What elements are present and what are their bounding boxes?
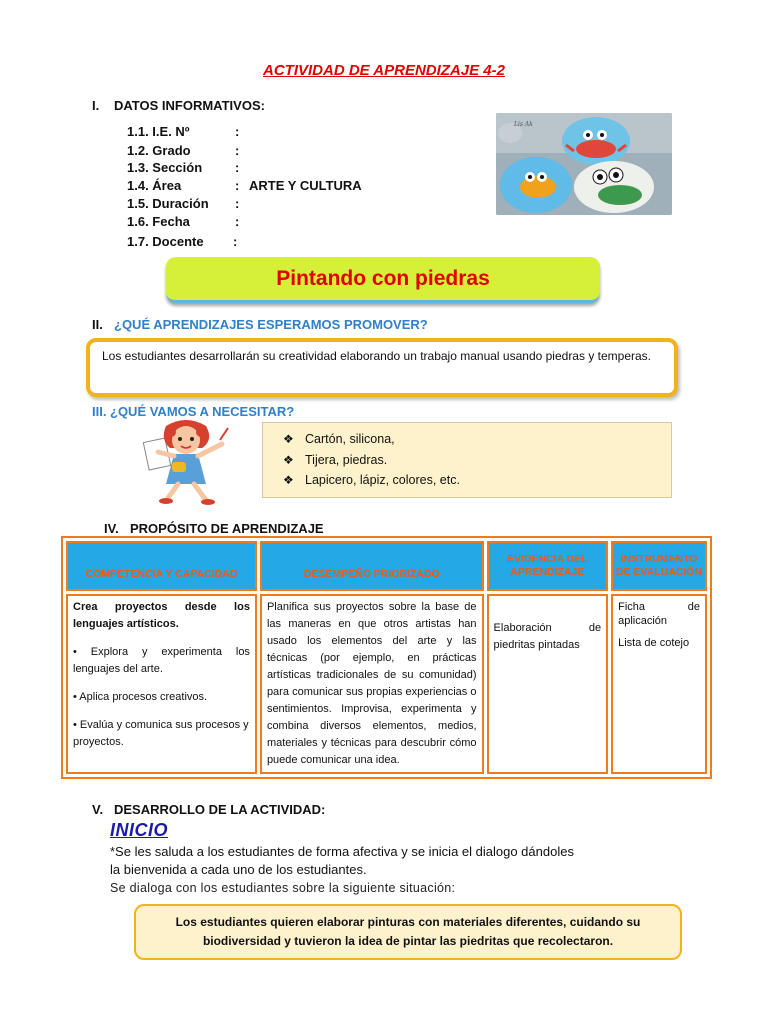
section-number: III.: [92, 404, 107, 419]
competencia-item: • Aplica procesos creativos.: [73, 691, 208, 703]
evidencia-text: Elaboración de piedritas pintadas: [493, 622, 602, 651]
dato-colon: :: [235, 143, 240, 158]
desempeno-cell: Planifica sus proyectos sobre la base de las maneras en que otros artistas han usado los elementos del arte y las técnicas (por ejemplo, en prácticas artísticas tradicionales de su comunidad) para comunicar sus propias experiencias o sentimientos. Improvisa, experimenta y combina diversos elementos, medios, materiales y técnicas para descubrir cómo puede comunicar una idea.: [260, 594, 484, 774]
table-header: DESEMPEÑO PRIORIZADO: [260, 541, 484, 591]
table-header: COMPETENCIA Y CAPACIDAD: [66, 541, 257, 591]
competencia-title: Crea proyectos desde los lenguajes artísticos.: [73, 601, 250, 630]
inicio-paragraph-line: la bienvenida a cada uno de los estudiantes.: [110, 862, 367, 877]
evidencia-cell: [487, 594, 609, 774]
diamond-bullet-icon: ❖: [283, 473, 294, 487]
dato-colon: :: [235, 160, 240, 175]
activity-banner: Pintando con piedras: [166, 257, 600, 303]
section-datos-heading: [92, 98, 265, 113]
list-item: [283, 429, 671, 450]
competencia-cell: [66, 594, 257, 774]
table-header: INSTRUMENTO DE EVALUACIÓN: [611, 541, 707, 591]
situacion-box: [134, 904, 682, 960]
dato-label: 1.3. Sección: [127, 160, 203, 175]
section-desarrollo-heading: [92, 802, 325, 817]
page-title: ACTIVIDAD DE APRENDIZAJE 4-2: [263, 62, 505, 79]
section-label: PROPÓSITO DE APRENDIZAJE: [130, 521, 324, 536]
photo-watermark: Lis Ak: [514, 121, 533, 128]
section-necesitar-heading: [92, 404, 294, 419]
dato-colon: :: [235, 214, 240, 229]
section-label: ¿QUÉ VAMOS A NECESITAR?: [110, 404, 295, 419]
dato-ie: [127, 124, 249, 139]
table-header-row: [66, 541, 707, 591]
aprendizajes-box: Los estudiantes desarrollarán su creatividad elaborando un trabajo manual usando piedras y temperas.: [86, 338, 678, 397]
dato-value: ARTE Y CULTURA: [249, 178, 362, 193]
section-label: DESARROLLO DE LA ACTIVIDAD:: [114, 802, 326, 817]
dato-label: 1.2. Grado: [127, 143, 191, 158]
section-proposito-heading: [104, 521, 324, 536]
list-item: [283, 450, 671, 471]
inicio-heading: INICIO: [110, 820, 169, 840]
section-label: DATOS INFORMATIVOS:: [114, 98, 265, 113]
dato-duracion: [127, 196, 249, 211]
dato-area: [127, 178, 362, 193]
dato-colon: :: [235, 196, 240, 211]
dato-grado: [127, 143, 249, 158]
proposito-table: [61, 536, 712, 779]
section-label: ¿QUÉ APRENDIZAJES ESPERAMOS PROMOVER?: [114, 317, 428, 332]
dato-label: 1.7. Docente: [127, 234, 204, 249]
list-item: [283, 470, 671, 491]
list-item-text: Tijera, piedras.: [305, 452, 388, 467]
table-header: EVIDENCIA DEL APRENDIZAJE: [487, 541, 609, 591]
situacion-line: biodiversidad y tuvieron la idea de pintar las piedritas que recolectaron.: [202, 934, 614, 948]
dato-seccion: [127, 160, 249, 175]
section-number: V.: [92, 802, 104, 817]
competencia-item: • Explora y experimenta los lenguajes del arte.: [73, 646, 250, 675]
dato-label: 1.1. I.E. Nº: [127, 124, 190, 139]
dato-colon: :: [235, 124, 240, 139]
diamond-bullet-icon: ❖: [283, 432, 294, 446]
inicio-paragraph-line: Se dialoga con los estudiantes sobre la siguiente situación:: [110, 881, 456, 895]
dato-fecha: [127, 214, 249, 229]
dato-colon: :: [235, 178, 240, 193]
competencia-item: • Evalúa y comunica sus procesos y proyectos.: [73, 719, 249, 748]
inicio-paragraph-line: *Se les saluda a los estudiantes de forma afectiva y se inicia el dialogo dándoles: [110, 844, 574, 859]
instrumento-item: Lista de cotejo: [618, 637, 690, 649]
dato-label: 1.5. Duración: [127, 196, 209, 211]
instrumento-cell: [611, 594, 707, 774]
section-number: IV.: [104, 521, 119, 536]
section-number: I.: [92, 98, 100, 113]
section-aprendizajes-heading: [92, 317, 428, 332]
situacion-line: Los estudiantes quieren elaborar pinturas con materiales diferentes, cuidando su: [175, 915, 641, 929]
dato-label: 1.4. Área: [127, 178, 182, 193]
list-item-text: Lapicero, lápiz, colores, etc.: [305, 473, 460, 487]
list-item-text: Cartón, silicona,: [305, 432, 395, 446]
section-number: II.: [92, 317, 103, 332]
dato-label: 1.6. Fecha: [127, 214, 190, 229]
table-row: [66, 594, 707, 774]
painted-stones-photo: [496, 113, 672, 215]
dato-docente: [127, 234, 247, 249]
painted-stones-illustration: [496, 113, 672, 215]
dato-colon: :: [233, 234, 238, 249]
materials-list: [262, 422, 672, 498]
instrumento-item: Ficha de aplicación: [618, 601, 700, 627]
diamond-bullet-icon: ❖: [283, 452, 294, 467]
girl-illustration: [136, 418, 236, 506]
